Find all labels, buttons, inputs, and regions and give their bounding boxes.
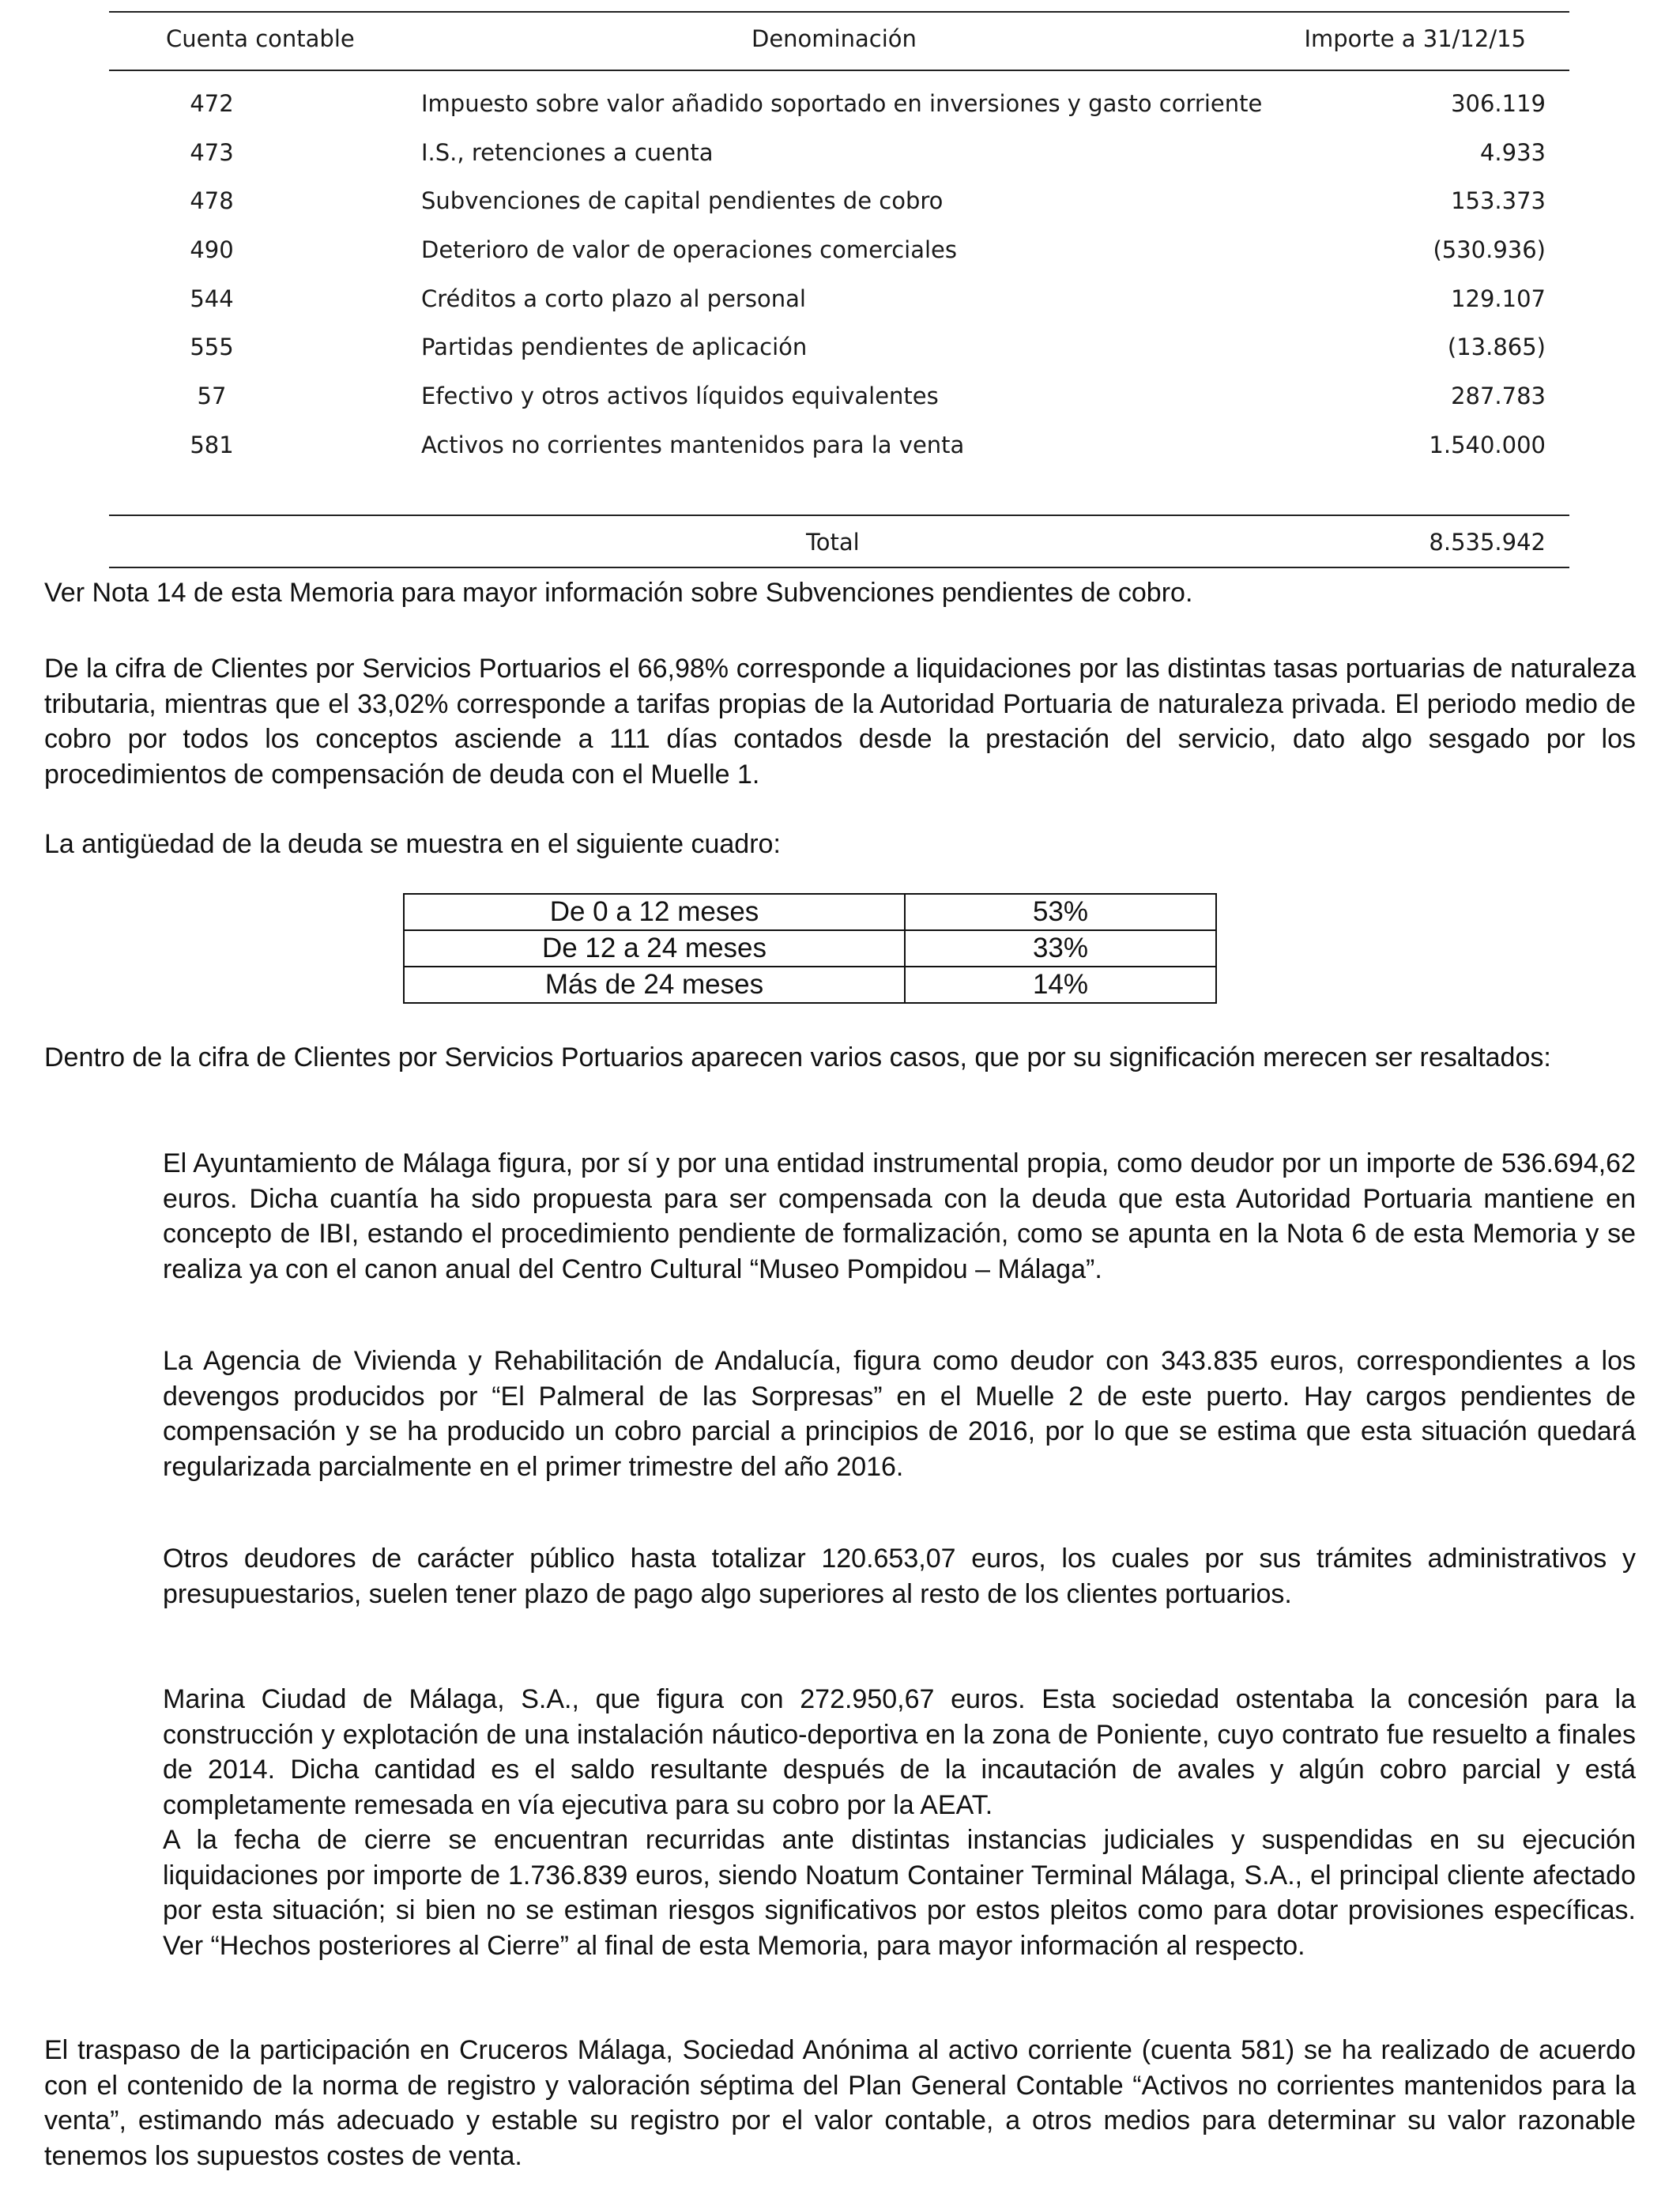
table-row: [404, 930, 1216, 967]
marina-paragraph: Marina Ciudad de Málaga, S.A., que figura con 272.950,67 euros. Esta sociedad ostentaba la concesión para la construcción y explotación de una instalación náutico-deportiva en la zona de Poniente, cuyo contrato fue resuelto a finales de 2014. Dicha cantidad es el saldo resultante después de la incautación de avales y algún cobro parcial y está completamente remesada en vía ejecutiva para su cobro por la AEAT.: [163, 1684, 1636, 1820]
table-header: [109, 13, 1569, 70]
table-row: [109, 327, 1569, 376]
header-name: Denominación: [751, 25, 917, 52]
cases-intro: Dentro de la cifra de Clientes por Servicios Portuarios aparecen varios casos, que por su significación merecen ser resaltados:: [44, 1042, 1551, 1072]
traspaso-paragraph: El traspaso de la participación en Cruceros Málaga, Sociedad Anónima al activo corriente (cuenta 581) se ha realizado de acuerdo con el contenido de la norma de registro y valoración séptima del Plan General Contable “Activos no corrientes mantenidos para la venta”, estimando más adecuado y estable su registro por el valor contable, a otros medios para determinar su valor razonable tenemos los supuestos costes de venta.: [44, 2035, 1636, 2171]
recurridas-paragraph: A la fecha de cierre se encuentran recurridas ante distintas instancias judiciales y suspendidas en su ejecución liquidaciones por importe de 1.736.839 euros, siendo Noatum Container Terminal Málaga, S.A., el principal cliente afectado por esta situación; si bien no se estiman riesgos significativos por estos pleitos como para dotar provisiones específicas. Ver “Hechos posteriores al Cierre” al final de esta Memoria, para mayor información al respecto.: [163, 1825, 1636, 1961]
header-account: Cuenta contable: [166, 25, 355, 52]
account-name: Partidas pendientes de aplicación: [421, 334, 808, 361]
account-code: 490: [190, 236, 234, 264]
clients-paragraph: De la cifra de Clientes por Servicios Portuarios el 66,98% corresponde a liquidaciones por las distintas tasas portuarias de naturaleza tributaria, mientras que el 33,02% corresponde a tarifas propias de la Autoridad Portuaria de naturaleza privada. El periodo medio de cobro por todos los conceptos asciende a 111 días contados desde la prestación del servicio, dato algo sesgado por los procedimientos de compensación de deuda con el Muelle 1.: [44, 654, 1636, 790]
account-amount: 1.540.000: [1429, 431, 1546, 458]
account-name: Subvenciones de capital pendientes de cobro: [421, 187, 944, 215]
note14-paragraph: Ver Nota 14 de esta Memoria para mayor información sobre Subvenciones pendientes de cobro.: [44, 578, 1193, 608]
table-row: [109, 279, 1569, 328]
account-amount: 4.933: [1479, 138, 1546, 166]
table-row: [109, 376, 1569, 425]
account-name: Activos no corrientes mantenidos para la venta: [421, 431, 965, 458]
total-label: Total: [806, 529, 860, 556]
table-row: [404, 894, 1216, 930]
account-amount: 306.119: [1451, 90, 1546, 117]
table-row: [109, 84, 1569, 133]
ayuntamiento-paragraph: El Ayuntamiento de Málaga figura, por sí y por una entidad instrumental propia, como deudor por un importe de 536.694,62 euros. Dicha cuantía ha sido propuesta para ser compensada con la deuda que esta Autoridad Portuaria mantiene en concepto de IBI, estando el procedimiento pendiente de formalización, como se apunta en la Nota 6 de esta Memoria y se realiza ya con el canon anual del Centro Cultural “Museo Pompidou – Málaga”.: [163, 1148, 1636, 1284]
account-code: 472: [190, 90, 234, 117]
account-name: I.S., retenciones a cuenta: [421, 138, 714, 166]
total-row: [109, 516, 1569, 567]
aging-percent: 14%: [905, 967, 1216, 1003]
account-amount: 287.783: [1451, 383, 1546, 410]
account-amount: 129.107: [1451, 285, 1546, 312]
total-value: 8.535.942: [1429, 529, 1546, 556]
account-code: 473: [190, 138, 234, 166]
aging-intro: La antigüedad de la deuda se muestra en el siguiente cuadro:: [44, 829, 781, 859]
account-amount: (13.865): [1447, 334, 1546, 361]
account-code: 57: [197, 383, 227, 410]
aging-period: De 0 a 12 meses: [404, 894, 905, 930]
account-code: 555: [190, 334, 234, 361]
accounts-table: [109, 11, 1569, 568]
account-name: Créditos a corto plazo al personal: [421, 285, 806, 312]
account-amount: 153.373: [1451, 187, 1546, 215]
aging-period: Más de 24 meses: [404, 967, 905, 1003]
account-amount: (530.936): [1433, 236, 1546, 264]
table-row: [109, 425, 1569, 474]
account-name: Impuesto sobre valor añadido soportado en inversiones y gasto corriente: [421, 90, 1263, 117]
table-row: [109, 181, 1569, 230]
table-body: [109, 71, 1569, 515]
aging-percent: 33%: [905, 930, 1216, 967]
table-row: [404, 967, 1216, 1003]
otros-paragraph: Otros deudores de carácter público hasta totalizar 120.653,07 euros, los cuales por sus trámites administrativos y presupuestarios, suelen tener plazo de pago algo superiores al resto de los clientes portuarios.: [163, 1544, 1636, 1609]
account-code: 478: [190, 187, 234, 215]
table-row: [109, 230, 1569, 279]
account-name: Efectivo y otros activos líquidos equivalentes: [421, 383, 939, 410]
aging-percent: 53%: [905, 894, 1216, 930]
aging-period: De 12 a 24 meses: [404, 930, 905, 967]
account-code: 581: [190, 431, 234, 458]
account-code: 544: [190, 285, 234, 312]
header-amount: Importe a 31/12/15: [1304, 25, 1526, 52]
table-bottom-rule: [109, 567, 1569, 568]
table-row: [109, 133, 1569, 182]
aging-table: [403, 893, 1217, 1004]
agencia-paragraph: La Agencia de Vivienda y Rehabilitación de Andalucía, figura como deudor con 343.835 euros, correspondientes a los devengos producidos por “El Palmeral de las Sorpresas” en el Muelle 2 de este puerto. Hay cargos pendientes de compensación y se ha producido un cobro parcial a principios de 2016, por lo que se estima que esta situación quedará regularizada parcialmente en el primer trimestre del año 2016.: [163, 1346, 1636, 1482]
account-name: Deterioro de valor de operaciones comerciales: [421, 236, 957, 264]
